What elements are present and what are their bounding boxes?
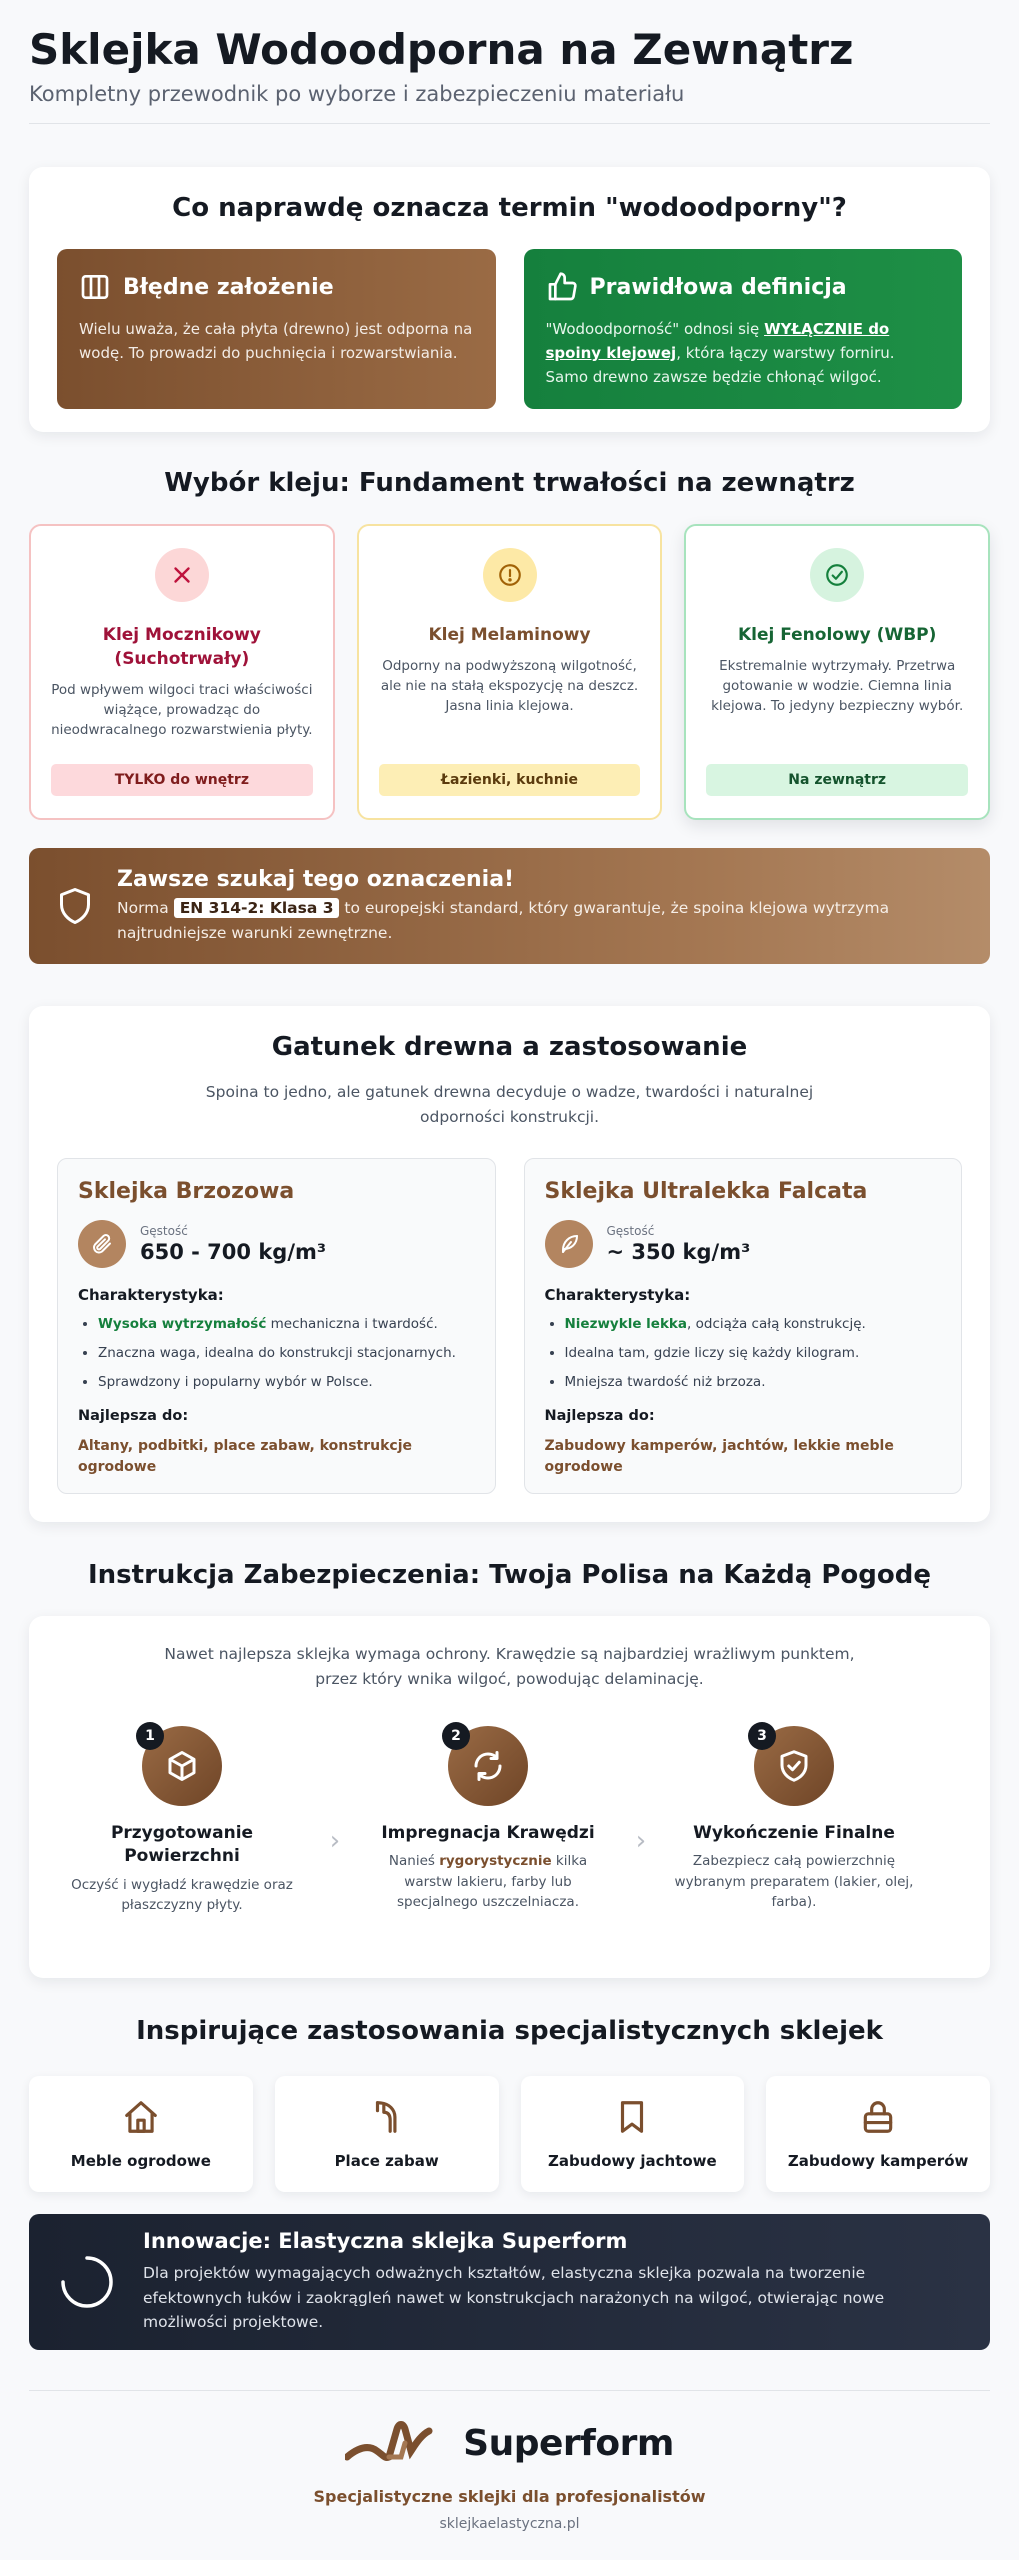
meaning-boxes [57,249,962,409]
step-title: Przygotowanie Powierzchni [110,1822,254,1867]
application-label: Zabudowy kamperów [787,2152,969,2170]
list-item [565,1343,942,1363]
applications-section-title: Inspirujące zastosowania specjalistycznych sklejek [136,2016,883,2046]
best-for-value: Zabudowy kamperów, jachtów, lekkie meble ogrodowe [544,1438,894,1476]
shield-check-icon [776,1748,812,1784]
application-label: Place zabaw [334,2152,439,2170]
glue-description: Odporny na podwyższoną wilgotność, ale nie na stałą ekspozycję na deszcz. Jasna linia klejowa. [380,657,639,715]
glue-title: Klej Fenolowy (WBP) [737,625,937,645]
brand-logo [29,2417,990,2469]
density-value: ~ 350 kg/m³ [606,1239,751,1264]
point-text: Mniejsza twardość niż brzoza. [564,1374,766,1391]
brand-name: Superform [463,2422,674,2464]
footer-url[interactable]: sklejkaelastyczna.pl [439,2516,580,2532]
density-label: Gęstość [606,1223,655,1238]
lock-icon [859,2098,897,2136]
banner-text-start: Norma [117,898,174,917]
characteristics-label: Charakterystyka: [78,1285,224,1304]
standard-banner-content [117,867,962,946]
density-row [78,1220,475,1268]
step-emphasis: rygorystycznie [439,1853,552,1870]
glue-description: Pod wpływem wilgoci traci właściwości wiążące, prowadząc do nieodwracalnego rozwarstwienia płyty. [51,681,313,739]
step-description [57,1875,307,1916]
bookmark-icon [613,2098,651,2136]
glue-card-melamine [357,524,663,820]
columns-icon [79,271,111,303]
innovation-title: Innowacje: Elastyczna sklejka Superform [143,2228,628,2253]
spinner-icon [59,2254,115,2310]
page-header [29,0,990,124]
definition-text-start: "Wodoodporność" odnosi się [545,320,765,338]
glue-card-phenolic [684,524,990,820]
step-title: Wykończenie Finalne [693,1822,895,1843]
step-icon-circle [754,1726,834,1806]
glue-cards [29,524,990,820]
step-number: 3 [748,1722,776,1750]
footer-tagline: Specjalistyczne sklejki dla profesjonalistów [313,2487,706,2506]
step-1 [57,1726,307,1916]
refresh-icon [470,1748,506,1784]
glue-usage-badge: TYLKO do wnętrz [51,764,313,796]
innovation-text: Dla projektów wymagających odważnych kształtów, elastyczna sklejka pozwala na tworzenie efektownych łuków i zaokrągleń nawet w konstrukcjach narażonych na wilgoć, otwierając nowe możliwości projektowe. [143,2263,885,2332]
list-item [98,1372,475,1392]
density-text [607,1224,751,1264]
step-title: Impregnacja Krawędzi [381,1822,595,1843]
wrong-assumption-header [79,271,474,303]
application-cards [29,2076,990,2192]
application-label: Zabudowy jachtowe [548,2152,717,2170]
step-icon-circle [142,1726,222,1806]
wood-card-birch [57,1158,496,1494]
glue-usage-badge: Na zewnątrz [706,764,968,796]
density-row [545,1220,942,1268]
wood-title: Sklejka Brzozowa [78,1178,295,1204]
glue-description: Ekstremalnie wytrzymały. Przetrwa gotowanie w wodzie. Ciemna linia klejowa. To jedyny bezpieczny wybór. [711,657,964,715]
point-text: Znaczna waga, idealna do konstrukcji stacjonarnych. [98,1344,456,1361]
step-number: 1 [136,1722,164,1750]
point-text: , odciąża całą konstrukcję. [687,1315,866,1332]
wood-title: Sklejka Ultralekka Falcata [544,1178,868,1204]
list-item [565,1372,942,1392]
chevron-right-icon: › [635,1825,647,1856]
density-icon-circle [545,1220,593,1268]
list-item [565,1314,942,1334]
best-for-value: Altany, podbitki, place zabaw, konstrukcje ogrodowe [78,1438,412,1476]
shield-icon [57,886,93,926]
wrong-assumption-text: Wielu uważa, że cała płyta (drewno) jest odporna na wodę. To prowadzi do puchnięcia i rozwarstwiania. [79,320,473,362]
wood-section-title: Gatunek drewna a zastosowanie [271,1032,748,1062]
paperclip-icon [90,1232,114,1256]
standard-banner [29,848,990,964]
glue-icon-circle [483,548,537,602]
step-text: Zabezpiecz całą powierzchnię wybranym preparatem (lakier, olej, farba). [674,1853,914,1910]
page-subtitle: Kompletny przewodnik po wyborze i zabezpieczeniu materiału [29,82,685,107]
wood-card-falcata [524,1158,963,1494]
protection-section [29,1616,990,1978]
density-icon-circle [78,1220,126,1268]
characteristics-list [78,1314,475,1393]
correct-definition-header [546,271,941,303]
check-icon [824,562,850,588]
standard-banner-title: Zawsze szukaj tego oznaczenia! [117,866,515,892]
step-icon-circle [448,1726,528,1806]
application-label: Meble ogrodowe [70,2152,211,2170]
innovation-banner [29,2214,990,2350]
page-title: Sklejka Wodoodporna na Zewnątrz [29,25,854,74]
point-text: mechaniczna i twardość. [266,1315,438,1332]
step-description [669,1851,919,1912]
glue-title: Klej Melaminowy [428,625,591,645]
point-text: Sprawdzony i popularny wybór w Polsce. [98,1374,373,1391]
step-text: Nanieś [388,1853,440,1870]
wood-section [29,1006,990,1522]
application-card [766,2076,990,2192]
density-label: Gęstość [140,1223,188,1238]
correct-definition-box [524,249,963,409]
alert-icon [497,562,523,588]
step-text-end: kilka warstw lakieru, farby lub specjalnego uszczelniacza. [397,1853,588,1910]
correct-definition-text [546,317,941,389]
superform-logo-icon [345,2417,455,2469]
thumbs-up-icon [546,271,578,303]
step-text: Oczyść i wygładź krawędzie oraz płaszczyzny płyty. [71,1877,293,1914]
innovation-content [143,2229,960,2335]
step-3 [669,1726,919,1913]
point-emphasis: Niezwykle lekka [564,1315,688,1332]
feather-icon [557,1232,581,1256]
slide-icon [368,2098,406,2136]
wood-cards [57,1158,962,1494]
protection-steps [57,1726,962,1916]
list-item [98,1314,475,1334]
correct-definition-title: Prawidłowa definicja [589,274,847,300]
point-emphasis: Wysoka wytrzymałość [98,1315,267,1332]
box-icon [164,1748,200,1784]
home-icon [122,2098,160,2136]
point-text: Idealna tam, gdzie liczy się każdy kilogram. [564,1344,860,1361]
chevron-right-icon: › [329,1825,341,1856]
application-card [521,2076,745,2192]
page-footer [29,2390,990,2540]
wrong-assumption-title: Błędne założenie [123,274,334,300]
protection-intro: Nawet najlepsza sklejka wymaga ochrony. Krawędzie są najbardziej wrażliwym punktem, przez który wnika wilgoć, powodując delaminację. [164,1645,855,1688]
glue-title: Klej Mocznikowy (Suchotrwały) [102,625,261,669]
meaning-title: Co naprawdę oznacza termin "wodoodporny"? [172,193,847,223]
standard-banner-text [117,896,962,946]
application-card [275,2076,499,2192]
glue-card-urea [29,524,335,820]
x-icon [169,562,195,588]
standard-code: EN 314-2: Klasa 3 [174,898,340,918]
density-value: 650 - 700 kg/m³ [140,1239,327,1264]
step-2 [363,1726,613,1913]
wrong-assumption-box [57,249,496,409]
glue-icon-circle [810,548,864,602]
step-number: 2 [442,1722,470,1750]
glue-icon-circle [155,548,209,602]
definition-text-end: , która łączy warstwy forniru. Samo drewno zawsze będzie chłonąć wilgoć. [545,344,895,386]
application-card [29,2076,253,2192]
density-text [140,1224,326,1264]
protection-section-title: Instrukcja Zabezpieczenia: Twoja Polisa na Każdą Pogodę [87,1560,932,1590]
best-for-label: Najlepsza do: [544,1408,655,1425]
glue-usage-badge: Łazienki, kuchnie [379,764,641,796]
wood-section-intro: Spoina to jedno, ale gatunek drewna decyduje o wadze, twardości i naturalnej odporności konstrukcji. [205,1083,814,1126]
glue-section-title: Wybór kleju: Fundament trwałości na zewnątrz [164,468,855,498]
best-for-label: Najlepsza do: [78,1408,189,1425]
characteristics-list [545,1314,942,1393]
characteristics-label: Charakterystyka: [544,1285,691,1304]
step-description [363,1851,613,1912]
meaning-section [29,167,990,432]
list-item [98,1343,475,1363]
banner-text-end: to europejski standard, który gwarantuje, że spoina klejowa wytrzyma najtrudniejsze warunki zewnętrzne. [117,898,890,942]
definition-text-emphasis: WYŁĄCZNIE do spoiny klejowej [545,320,890,362]
